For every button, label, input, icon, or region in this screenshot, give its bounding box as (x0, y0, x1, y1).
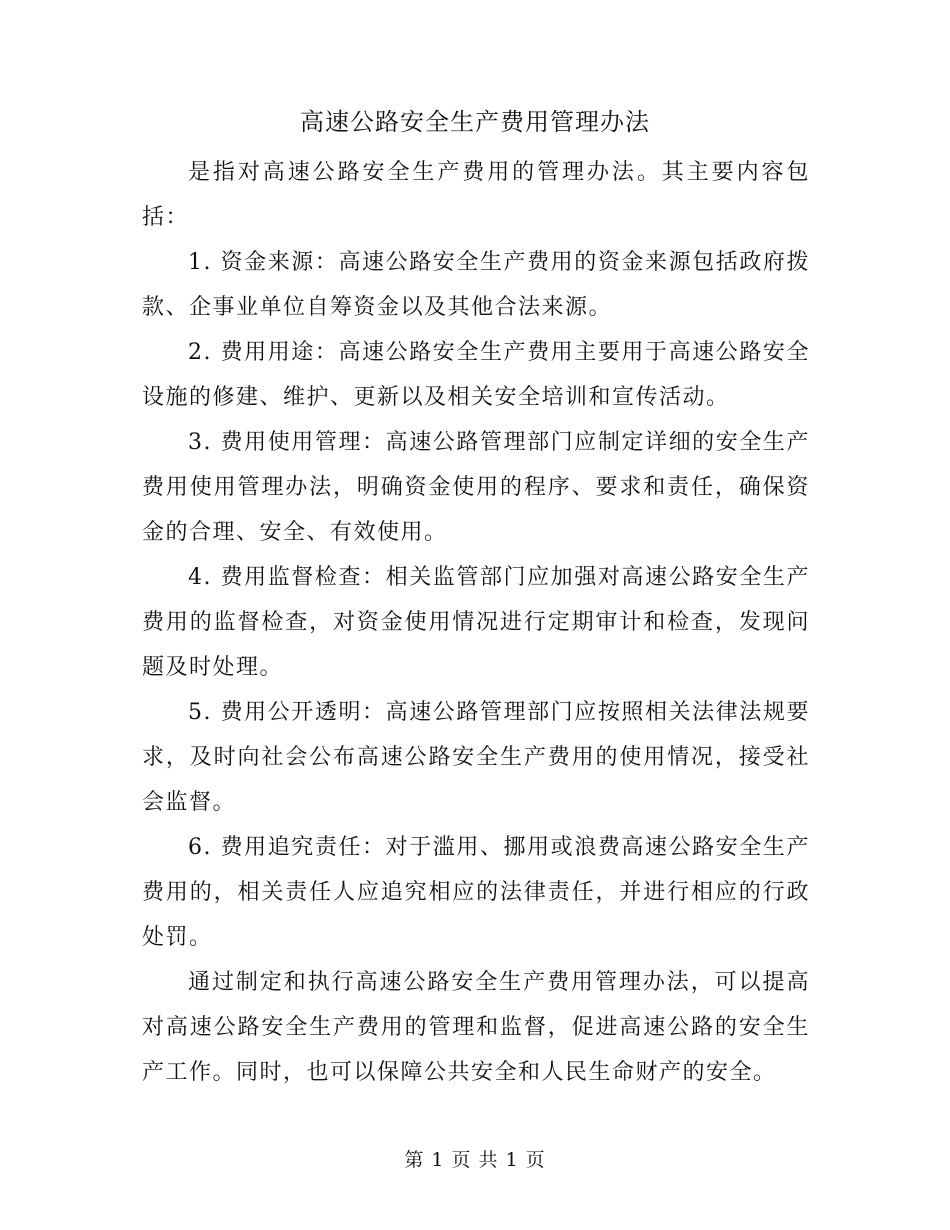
item-supervision-inspection: 4. 费用监督检查：相关监管部门应加强对高速公路安全生产费用的监督检查，对资金使用情况进行定期审计和检查，发现问题及时处理。 (142, 565, 810, 680)
intro-paragraph: 是指对高速公路安全生产费用的管理办法。其主要内容包括： (142, 160, 810, 230)
item-usage-management: 3. 费用使用管理：高速公路管理部门应制定详细的安全生产费用使用管理办法，明确资金使用的程序、要求和责任，确保资金的合理、安全、有效使用。 (142, 430, 810, 545)
document-body (142, 150, 810, 1095)
document-title: 高速公路安全生产费用管理办法 (300, 108, 650, 136)
item-accountability: 6. 费用追究责任：对于滥用、挪用或浪费高速公路安全生产费用的，相关责任人应追究相应的法律责任，并进行相应的行政处罚。 (142, 835, 810, 950)
item-transparency: 5. 费用公开透明：高速公路管理部门应按照相关法律法规要求，及时向社会公布高速公路安全生产费用的使用情况，接受社会监督。 (142, 700, 810, 815)
item-funding-source: 1. 资金来源：高速公路安全生产费用的资金来源包括政府拨款、企事业单位自筹资金以及其他合法来源。 (142, 250, 810, 320)
item-fund-purpose: 2. 费用用途：高速公路安全生产费用主要用于高速公路安全设施的修建、维护、更新以及相关安全培训和宣传活动。 (142, 340, 810, 410)
conclusion-paragraph: 通过制定和执行高速公路安全生产费用管理办法，可以提高对高速公路安全生产费用的管理和监督，促进高速公路的安全生产工作。同时，也可以保障公共安全和人民生命财产的安全。 (142, 970, 810, 1085)
page-footer: 第 1 页 共 1 页 (404, 1149, 546, 1171)
